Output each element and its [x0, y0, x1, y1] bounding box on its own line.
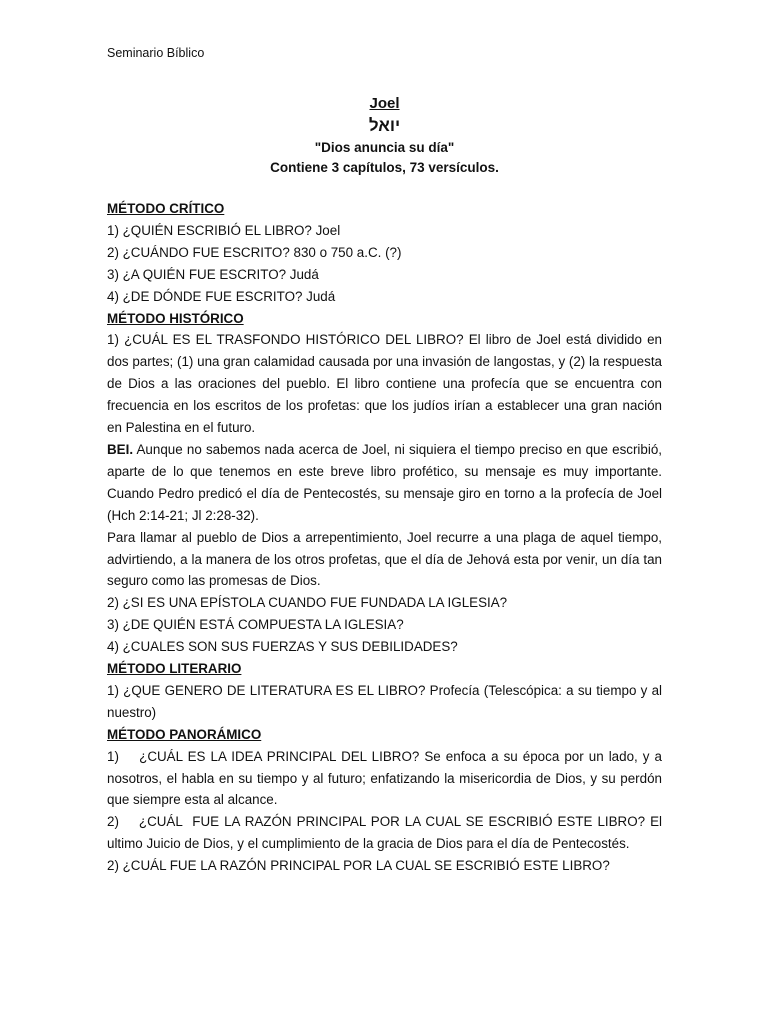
heading-metodo-historico: MÉTODO HISTÓRICO: [107, 310, 244, 326]
bei-label: BEI.: [107, 441, 134, 457]
document-body: [107, 198, 666, 877]
critico-q2: 2) ¿CUÁNDO FUE ESCRITO? 830 o 750 a.C. (?): [107, 244, 402, 260]
book-contents: Contiene 3 capítulos, 73 versículos.: [270, 160, 499, 175]
heading-metodo-panoramico: MÉTODO PANORÁMICO: [107, 726, 262, 742]
book-subtitle: "Dios anuncia su día": [314, 140, 455, 155]
bei-text: Aunque no sabemos nada acerca de Joel, ni siquiera el tiempo preciso en que escribió, aparte de lo que tenemos en este breve libro profético, su mensaje es muy importante. Cuando Pedro predicó el día de Pentecostés, su mensaje giro en torno a la profecía de Joel (Hch 2:14-21; Jl 2:28-32).: [107, 441, 662, 523]
critico-q3: 3) ¿A QUIÉN FUE ESCRITO? Judá: [107, 266, 319, 282]
heading-metodo-literario: MÉTODO LITERARIO: [107, 661, 242, 677]
historico-q2: 2) ¿SI ES UNA EPÍSTOLA CUANDO FUE FUNDADA LA IGLESIA?: [107, 595, 508, 611]
critico-q4: 4) ¿DE DÓNDE FUE ESCRITO? Judá: [107, 288, 336, 304]
book-title: Joel: [369, 95, 400, 112]
book-title-hebrew: יואל: [368, 116, 401, 135]
critico-q1: 1) ¿QUIÉN ESCRIBIÓ EL LIBRO? Joel: [107, 222, 341, 238]
heading-metodo-critico: MÉTODO CRÍTICO: [107, 201, 225, 216]
historico-q1: 1) ¿CUÁL ES EL TRASFONDO HISTÓRICO DEL LIBRO? El libro de Joel está dividido en dos partes; (1) una gran calamidad causada por una invasión de langostas, y (2) la respuesta de Dios a las oraciones del pueblo. El libro contiene una profecía que se encuentra con frecuencia en los escritos de los profetas: que los judíos irían a establecer una gran nación en Palestina en el futuro.: [107, 332, 662, 436]
panoramico-q1: 1) ¿CUÁL ES LA IDEA PRINCIPAL DEL LIBRO? Se enfoca a su época por un lado, y a nosotros, el habla en su tiempo y al futuro; enfatizando la misericordia de Dios, y su perdón que siempre esta al alcance.: [107, 748, 666, 808]
panoramico-q2: 2) ¿CUÁL FUE LA RAZÓN PRINCIPAL POR LA CUAL SE ESCRIBIÓ ESTE LIBRO? El ultimo Juicio de Dios, y el cumplimiento de la gracia de Dios para el día de Pentecostés.: [107, 814, 666, 852]
historico-paragraph-2: Para llamar al pueblo de Dios a arrepentimiento, Joel recurre a una plaga de aquel tiempo, advirtiendo, a la manera de los otros profetas, que el día de Jehová esta por venir, un día tan seguro como las promesas de Dios.: [107, 529, 662, 589]
panoramico-q3: 2) ¿CUÁL FUE LA RAZÓN PRINCIPAL POR LA CUAL SE ESCRIBIÓ ESTE LIBRO?: [107, 858, 610, 874]
title-block: [107, 94, 662, 178]
historico-q4: 4) ¿CUALES SON SUS FUERZAS Y SUS DEBILIDADES?: [107, 639, 458, 655]
historico-q3: 3) ¿DE QUIÉN ESTÁ COMPUESTA LA IGLESIA?: [107, 617, 404, 633]
literario-q1: 1) ¿QUE GENERO DE LITERATURA ES EL LIBRO? Profecía (Telescópica: a su tiempo y al nuestro): [107, 682, 662, 720]
historico-bei-paragraph: [107, 439, 662, 527]
running-header: Seminario Bíblico: [107, 46, 205, 60]
